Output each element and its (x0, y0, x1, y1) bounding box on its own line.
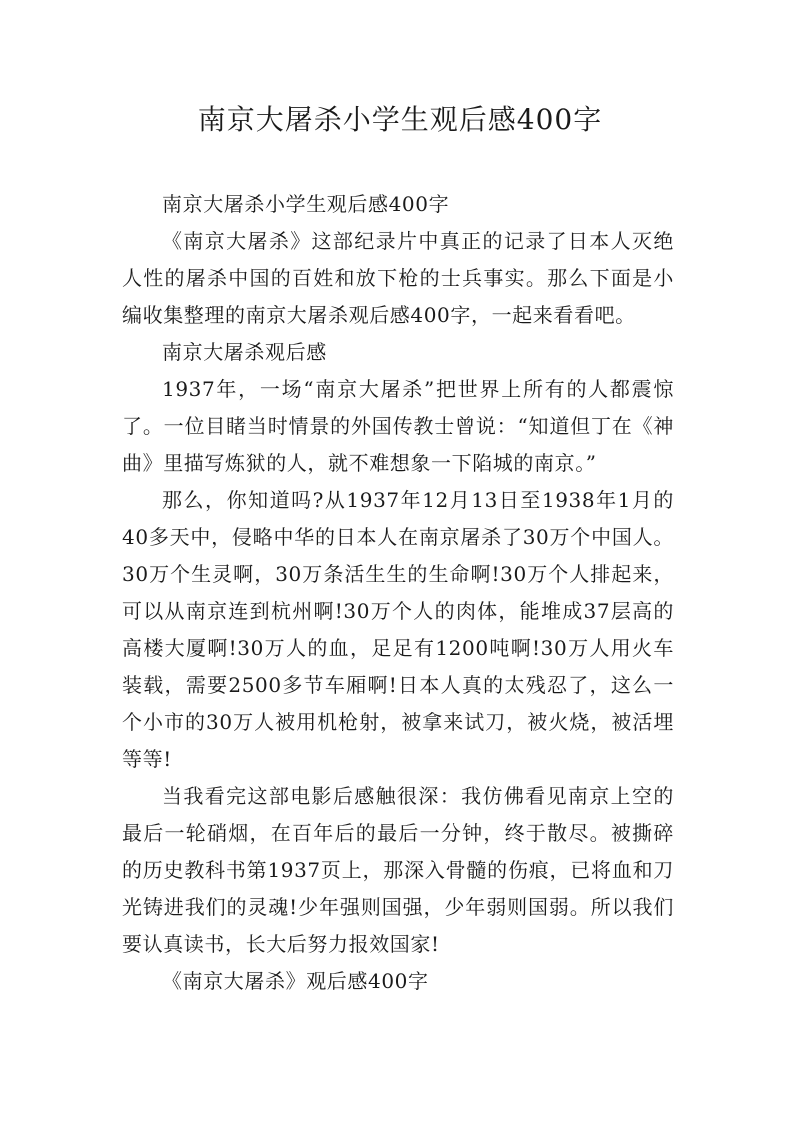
paragraph-reflection: 当我看完这部电影后感触很深：我仿佛看见南京上空的最后一轮硝烟，在百年后的最后一分钟，终于散尽。被撕碎的历史教科书第1937页上，那深入骨髓的伤痕，已将血和刀光铸进我们的灵魂!少年强则国强，少年弱则国弱。所以我们要认真读书，长大后努力报效国家! (122, 784, 674, 956)
document-body (122, 186, 674, 1000)
paragraph-statistics: 那么，你知道吗?从1937年12月13日至1938年1月的40多天中，侵略中华的日本人在南京屠杀了30万个中国人。30万个生灵啊，30万条活生生的生命啊!30万个人排起来，可以从南京连到杭州啊!30万个人的肉体，能堆成37层高的高楼大厦啊!30万人的血，足足有1200吨啊!30万人用火车装载，需要2500多节车厢啊!日本人真的太残忍了，这么一个小市的30万人被用机枪射，被拿来试刀，被火烧，被活埋等等! (122, 488, 674, 771)
paragraph-section-heading: 南京大屠杀观后感 (162, 340, 327, 364)
document-title: 南京大屠杀小学生观后感400字 (197, 103, 603, 136)
paragraph-1937: 1937年，一场“南京大屠杀”把世界上所有的人都震惊了。一位目睹当时情景的外国传教士曾说：“知道但丁在《神曲》里描写炼狱的人，就不难想象一下陷城的南京。” (122, 377, 674, 475)
paragraph-intro: 《南京大屠杀》这部纪录片中真正的记录了日本人灭绝人性的屠杀中国的百姓和放下枪的士兵事实。那么下面是小编收集整理的南京大屠杀观后感400字，一起来看看吧。 (122, 229, 674, 327)
paragraph-subtitle: 南京大屠杀小学生观后感400字 (162, 192, 450, 216)
paragraph-next-heading: 《南京大屠杀》观后感400字 (162, 969, 429, 993)
